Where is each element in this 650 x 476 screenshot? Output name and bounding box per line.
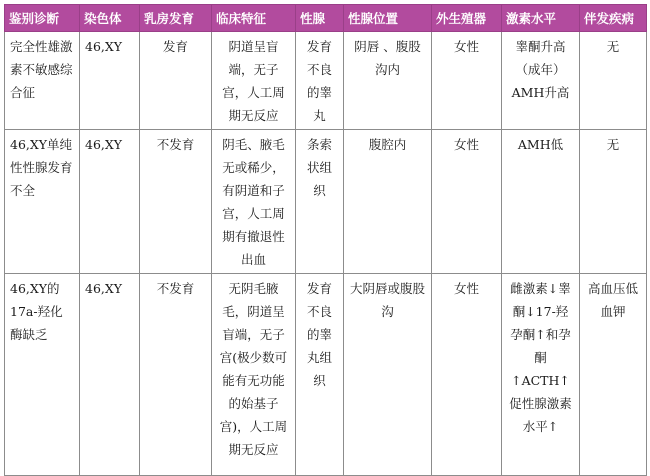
header-row [5,5,647,32]
cell-hormones: 睾酮升高（成年）AMH升高 [502,32,580,130]
cell-gonad-location: 大阴唇或腹股沟 [344,274,432,476]
header-comorbidities: 伴发疾病 [580,5,647,32]
cell-karyotype: 46,XY [80,274,140,476]
cell-breast: 不发育 [140,274,212,476]
cell-clinical: 无阴毛腋毛，阴道呈盲端，无子宫(极少数可能有无功能的始基子宫)，人工周期无反应 [212,274,296,476]
cell-gonad: 发育不良的睾丸 [296,32,344,130]
cell-comorbidities: 高血压低血钾 [580,274,647,476]
header-breast-development: 乳房发育 [140,5,212,32]
table-row [5,32,647,130]
header-gonad-location: 性腺位置 [344,5,432,32]
cell-genitalia: 女性 [432,130,502,274]
header-external-genitalia: 外生殖器 [432,5,502,32]
header-karyotype: 染色体 [80,5,140,32]
cell-gonad: 发育不良的睾丸组织 [296,274,344,476]
cell-gonad: 条索状组织 [296,130,344,274]
differential-diagnosis-table [4,4,647,476]
cell-clinical: 阴道呈盲端，无子宫，人工周期无反应 [212,32,296,130]
cell-genitalia: 女性 [432,32,502,130]
cell-karyotype: 46,XY [80,32,140,130]
cell-diagnosis: 完全性雄激素不敏感综合征 [5,32,80,130]
header-differential-diagnosis: 鉴别诊断 [5,5,80,32]
header-gonad: 性腺 [296,5,344,32]
cell-diagnosis: 46,XY单纯性性腺发育不全 [5,130,80,274]
cell-comorbidities: 无 [580,32,647,130]
cell-hormones: AMH低 [502,130,580,274]
cell-breast: 不发育 [140,130,212,274]
table-row [5,274,647,476]
cell-diagnosis: 46,XY的17a-羟化酶缺乏 [5,274,80,476]
cell-gonad-location: 阴唇 、腹股沟内 [344,32,432,130]
cell-karyotype: 46,XY [80,130,140,274]
cell-clinical: 阴毛、腋毛无或稀少，有阴道和子宫，人工周期有撤退性出血 [212,130,296,274]
cell-gonad-location: 腹腔内 [344,130,432,274]
header-clinical-features: 临床特征 [212,5,296,32]
table-row [5,130,647,274]
cell-genitalia: 女性 [432,274,502,476]
cell-comorbidities: 无 [580,130,647,274]
header-hormone-levels: 激素水平 [502,5,580,32]
cell-hormones: 雌激素↓睾酮↓17-羟孕酮↑和孕酮↑ACTH↑促性腺激素水平↑ [502,274,580,476]
cell-breast: 发育 [140,32,212,130]
